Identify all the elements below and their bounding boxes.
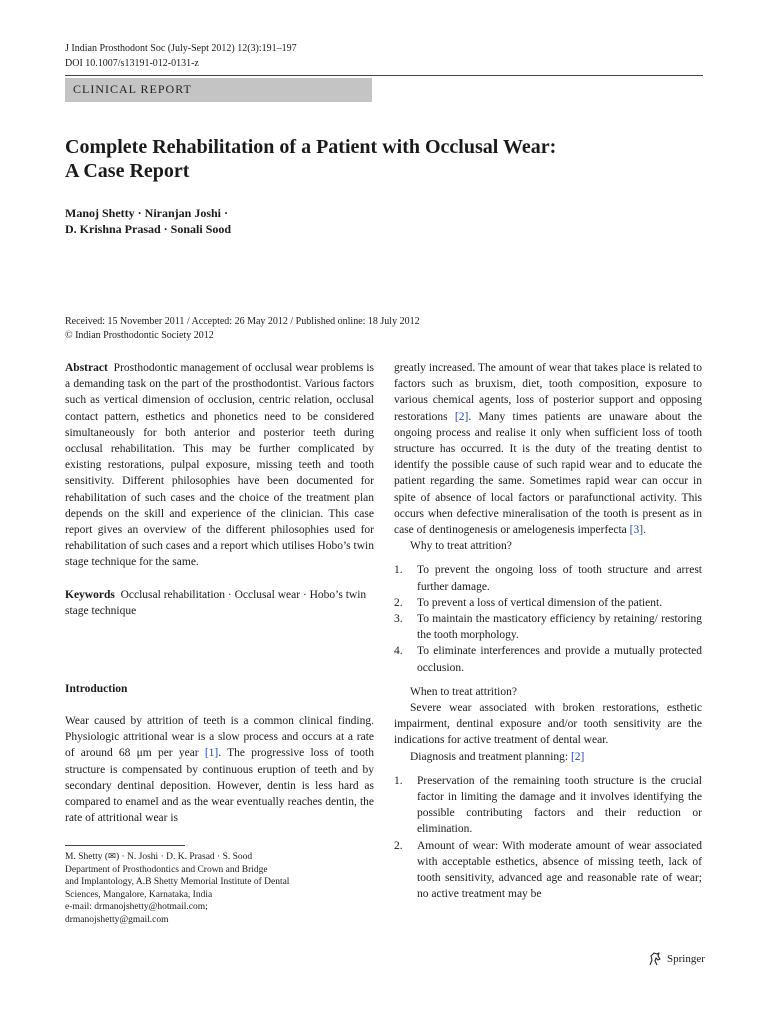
why-heading: Why to treat attrition? bbox=[410, 540, 512, 553]
citation-link-4[interactable]: [2] bbox=[570, 750, 585, 763]
diagnosis-list bbox=[394, 773, 702, 903]
abstract bbox=[65, 360, 374, 571]
list-text: To eliminate interferences and provide a mutually protected occlusion. bbox=[417, 645, 702, 674]
journal-citation: J Indian Prosthodont Soc (July-Sept 2012) 12(3):191–197 bbox=[65, 43, 297, 54]
diagnosis-heading-text: Diagnosis and treatment planning: bbox=[410, 750, 571, 763]
left-column bbox=[65, 360, 374, 619]
list-number: 2. bbox=[394, 839, 403, 852]
doi[interactable]: DOI 10.1007/s13191-012-0131-z bbox=[65, 58, 199, 69]
list-number: 3. bbox=[394, 613, 403, 626]
list-text: To prevent a loss of vertical dimension of the patient. bbox=[417, 596, 663, 609]
list-item bbox=[394, 643, 702, 675]
diagnosis-heading bbox=[394, 749, 702, 765]
intro-text-part-2: . The progressive loss of tooth structure is compensated by continuous eruption of teeth and by secondary dentinal deposition. However, dentin is less hard as compared to enamel and as the wear eventually reaches dentin, the rate of attritional wear is bbox=[65, 747, 374, 825]
list-number: 2. bbox=[394, 596, 403, 609]
authors-line-1: Manoj Shetty · Niranjan Joshi · bbox=[65, 206, 229, 220]
paragraph-text-c: . bbox=[643, 524, 646, 537]
abstract-label: Abstract bbox=[65, 362, 108, 374]
keywords-text: Occlusal rehabilitation · Occlusal wear · Hobo’s twin stage technique bbox=[65, 588, 367, 617]
publisher-name: Springer bbox=[667, 953, 705, 965]
list-number: 4. bbox=[394, 645, 403, 658]
header-rule bbox=[65, 75, 703, 76]
footnote-email-2[interactable]: drmanojshetty@gmail.com bbox=[65, 914, 169, 925]
list-text: To maintain the masticatory efficiency by retaining/ restoring the tooth morphology. bbox=[417, 613, 702, 642]
paragraph-text-a: greatly increased. The amount of wear that takes place is related to factors such as bruxism, diet, tooth composition, exposure to various chemical agents, loss of posterior support and opposing restorations bbox=[394, 362, 702, 423]
footnote-rule bbox=[65, 845, 185, 846]
why-list bbox=[394, 562, 702, 675]
title-line-1: Complete Rehabilitation of a Patient with Occlusal Wear: bbox=[65, 136, 557, 158]
introduction-heading: Introduction bbox=[65, 683, 128, 695]
article-title bbox=[65, 135, 665, 183]
citation-link-2[interactable]: [2] bbox=[454, 410, 469, 423]
footnote-authors: M. Shetty (✉) · N. Joshi · D. K. Prasad · S. Sood bbox=[65, 852, 253, 862]
paragraph-text-b: . Many times patients are unaware about the ongoing process and realise it only when sufficient loss of tooth structure has occurred. It is the duty of the treating dentist to identify the possible cause of such rapid wear and to educate the patient regarding the same. Sometimes rapid wear can occur in spite of absence of local factors or parafunctional activity. This occurs when defective mineralisation of the tooth is present as in case of dentinogenesis or amelogenesis imperfecta bbox=[394, 410, 702, 537]
when-text: Severe wear associated with broken restorations, esthetic impairment, dentinal exposure and/or tooth sensitivity are the indications for active treatment of dental wear. bbox=[394, 702, 702, 747]
footnote-affiliation-1: Department of Prosthodontics and Crown and Bridge bbox=[65, 864, 268, 875]
intro-text-part-1: Wear caused by attrition of teeth is a common clinical finding. Physiologic attritional wear is a slow process and occurs at a rate of around 68 μm per year bbox=[65, 715, 374, 760]
footnote-email-1[interactable]: e-mail: drmanojshetty@hotmail.com; bbox=[65, 902, 208, 912]
list-item bbox=[394, 595, 702, 611]
list-item bbox=[394, 611, 702, 643]
introduction-body bbox=[65, 713, 374, 826]
list-text: Amount of wear: With moderate amount of wear associated with acceptable esthetics, absence of missing teeth, lack of tooth sensitivity, advanced age and reasonable rate of wear; no active treatment may be bbox=[417, 839, 702, 901]
authors-line-2: D. Krishna Prasad · Sonali Sood bbox=[65, 222, 232, 236]
publication-dates bbox=[65, 315, 420, 343]
title-line-2: A Case Report bbox=[65, 160, 190, 182]
list-number: 1. bbox=[394, 564, 403, 577]
footnote-affiliation-2: and Implantology, A.B Shetty Memorial Institute of Dental bbox=[65, 877, 290, 887]
article-type-banner bbox=[65, 78, 372, 102]
article-type-label: CLINICAL REPORT bbox=[73, 82, 192, 96]
abstract-text: Prosthodontic management of occlusal wear problems is a demanding task on the part of the prosthodontist. Various factors such as vertical dimension of occlusion, centric relation, occlusal contact pattern, esthetics and phonetics need to be considered simultaneously for both anterior and posterior teeth during occlusal rehabilitation. This may be further complicated by existing restorations, pulpal exposure, missing teeth and tooth sensitivity. Different philosophies have been documented for rehabilitation of such cases and the choice of the treatment plan depends on the skill and experience of the clinician. This case report gives an overview of the different philosophies used for rehabilitation of such cases and a report which utilises Hobo’s twin stage technique for the same. bbox=[65, 362, 374, 569]
keywords-label: Keywords bbox=[65, 588, 115, 601]
copyright-line: © Indian Prosthodontic Society 2012 bbox=[65, 330, 214, 341]
list-text: To prevent the ongoing loss of tooth structure and arrest further damage. bbox=[417, 564, 702, 593]
publisher-logo bbox=[647, 951, 705, 967]
when-heading: When to treat attrition? bbox=[410, 685, 517, 698]
right-column bbox=[394, 360, 702, 903]
footnote-affiliation-3: Sciences, Mangalore, Karnataka, India bbox=[65, 889, 213, 900]
author-list bbox=[65, 205, 231, 237]
author-footnote bbox=[65, 851, 374, 926]
list-item bbox=[394, 562, 702, 594]
keywords bbox=[65, 587, 374, 619]
list-item bbox=[394, 838, 702, 903]
body-paragraph bbox=[394, 360, 702, 538]
dates-line: Received: 15 November 2011 / Accepted: 26 May 2012 / Published online: 18 July 2012 bbox=[65, 316, 420, 327]
list-number: 1. bbox=[394, 774, 403, 787]
list-item bbox=[394, 773, 702, 838]
journal-reference bbox=[65, 41, 297, 71]
citation-link-1[interactable]: [1] bbox=[204, 747, 219, 760]
springer-horse-icon bbox=[647, 951, 663, 967]
list-text: Preservation of the remaining tooth structure is the crucial factor in limiting the damage and it involves identifying the possible contributing factors and their reduction or elimination. bbox=[417, 774, 702, 836]
citation-link-3[interactable]: [3] bbox=[629, 524, 644, 537]
